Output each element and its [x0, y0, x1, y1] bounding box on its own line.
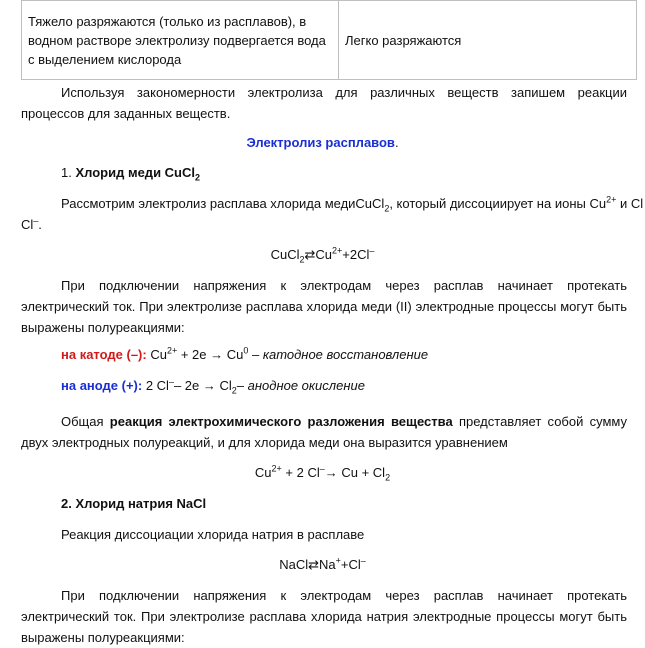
text-fragment: 2 Cl [142, 378, 169, 393]
heading-sodium-chloride: 2. Хлорид натрия NaCl [61, 496, 207, 511]
superscript: 2+ [606, 194, 617, 205]
superscript: – [33, 215, 39, 226]
superscript: 2+ [271, 463, 282, 474]
text-fragment: – [236, 378, 248, 393]
subscript: 2 [231, 385, 237, 396]
cathode-half-reaction [61, 345, 428, 365]
table-cell-right: Легко разряжаются [339, 1, 637, 80]
comparison-table [21, 0, 637, 80]
text-fragment: , который диссоциирует на ионы Cu [389, 196, 607, 211]
equilibrium-arrow-icon: ⇄ [308, 557, 320, 572]
intro-paragraph: Используя закономерности электролиза для различных веществ запишем реакции процессов для заданных веществ. [21, 85, 627, 121]
text-fragment: Cl [21, 217, 34, 232]
superscript: – [168, 376, 174, 387]
superscript: – [369, 245, 375, 256]
general-reaction-paragraph [21, 411, 627, 453]
heading-text: Хлорид меди CuCl [75, 165, 195, 180]
table-row [22, 1, 637, 80]
text-fragment: – 2e → Cl [173, 378, 232, 393]
text-fragment: Общая [61, 414, 110, 429]
cathode-description: катодное восстановление [262, 347, 429, 362]
superscript: 2+ [166, 345, 178, 356]
text-fragment: + 2 Cl [281, 465, 320, 480]
text-fragment: +Cl [340, 557, 361, 572]
text-fragment: → Cu + Cl [324, 465, 386, 480]
text-fragment: Cu [146, 347, 167, 362]
sodium-voltage-paragraph: При подключении напряжения к электродам через расплав начинает протекать электрический ток. При электролизе расплава хлорида натрия электродные процессы могут быть выражены полуреакциями: [21, 588, 627, 645]
text-fragment: Рассмотрим электролиз расплава хлорида медиCuCl [61, 196, 385, 211]
superscript: – [319, 463, 325, 474]
copper-voltage-paragraph: При подключении напряжения к электродам через расплав начинает протекать электрический ток. При электролизе расплава хлорида меди (II) электродные процессы могут быть выражены полуреакциями: [21, 278, 627, 335]
anode-label: на аноде (+): [61, 378, 143, 393]
text-fragment: +2Cl [342, 247, 370, 262]
text-fragment: представляет собой сумму двух электродных полуреакций, и для хлорида меди она выразится уравнением [21, 414, 627, 450]
text-fragment: NaCl [279, 557, 309, 572]
text-fragment: Cu [315, 247, 333, 262]
superscript: 2+ [332, 245, 343, 256]
sodium-dissociation-equation [0, 555, 645, 575]
copper-dissociation-equation [0, 245, 645, 265]
anode-description: анодное окисление [247, 378, 365, 393]
superscript: – [360, 555, 366, 566]
subscript: 2 [299, 254, 305, 265]
heading-copper-chloride [61, 163, 200, 183]
heading-number: 1. [61, 165, 76, 180]
text-fragment: – [248, 347, 263, 362]
text-fragment: CuCl [270, 247, 300, 262]
section-title-text: Электролиз расплавов [246, 135, 395, 150]
equilibrium-arrow-icon: ⇄ [304, 247, 316, 262]
comparison-table-grid [21, 0, 637, 80]
text-fragment: Cu [254, 465, 272, 480]
section-title-dot: . [394, 135, 399, 150]
text-fragment: + 2e → Cu [177, 347, 244, 362]
copper-dissociation-text [61, 194, 643, 214]
superscript: + [335, 555, 341, 566]
bold-term: реакция электрохимического разложения вещества [109, 414, 453, 429]
copper-dissociation-text-end [21, 215, 42, 235]
text-fragment: Na [319, 557, 336, 572]
text-fragment: и Cl [616, 196, 644, 211]
subscript: 2 [384, 203, 390, 214]
subscript: 2 [385, 472, 391, 483]
cathode-label: на катоде (–): [61, 347, 147, 362]
sodium-dissociation-text: Реакция диссоциации хлорида натрия в расплаве [61, 527, 365, 542]
heading-subscript: 2 [195, 172, 201, 183]
text-fragment: . [38, 217, 42, 232]
section-title [0, 133, 645, 153]
superscript: 0 [243, 345, 249, 356]
anode-half-reaction [61, 376, 365, 396]
table-cell-left: Тяжело разряжаются (только из расплавов), в водном растворе электролизу подвергается вода с выделением кислорода [22, 1, 339, 80]
copper-overall-equation [0, 463, 645, 483]
